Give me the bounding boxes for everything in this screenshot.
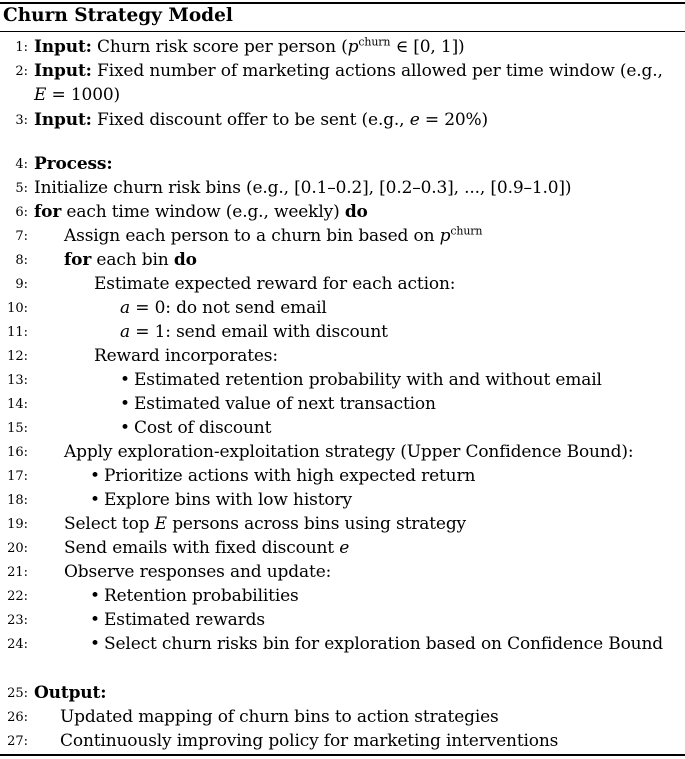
line-text: Input: Fixed discount offer to be sent (e.g., e = 20%) — [34, 110, 489, 130]
line-number: 14: — [7, 397, 28, 412]
line-text: a = 0: do not send email — [120, 298, 327, 318]
line-text: for each time window (e.g., weekly) do — [34, 202, 368, 222]
algorithm-line — [0, 152, 685, 176]
bullet-icon: • — [120, 394, 130, 414]
line-number: 8: — [15, 253, 28, 268]
bullet-icon: • — [120, 370, 130, 390]
line-number: 3: — [15, 113, 28, 128]
line-text: Send emails with fixed discount e — [64, 538, 350, 558]
line-text: a = 1: send email with discount — [120, 322, 388, 342]
bullet-icon: • — [90, 634, 100, 654]
algorithm-line — [0, 344, 685, 368]
line-number: 2: — [15, 64, 28, 79]
line-text: Initialize churn risk bins (e.g., [0.1–0.2], [0.2–0.3], ..., [0.9–1.0]) — [34, 178, 572, 198]
algorithm-line — [0, 536, 685, 560]
line-text: Apply exploration-exploitation strategy (Upper Confidence Bound): — [64, 442, 634, 462]
line-number: 25: — [7, 686, 28, 701]
line-text: • Prioritize actions with high expected return — [90, 466, 476, 486]
keyword: Input: — [34, 110, 92, 130]
keyword: Output: — [34, 683, 107, 703]
line-text: • Estimated retention probability with and without email — [120, 370, 602, 390]
algorithm-line — [0, 440, 685, 464]
line-number: 18: — [7, 493, 28, 508]
algorithm-line — [0, 392, 685, 416]
line-number: 19: — [7, 517, 28, 532]
algorithm-line — [0, 729, 685, 753]
algorithm-line — [0, 488, 685, 512]
algorithm-line — [0, 176, 685, 200]
line-text — [34, 681, 106, 705]
algorithm-line — [0, 681, 685, 705]
line-number: 20: — [7, 541, 28, 556]
algorithm-line — [0, 368, 685, 392]
algorithm-line — [0, 608, 685, 632]
line-text: E = 1000) — [34, 85, 121, 105]
algorithm-line — [0, 200, 685, 224]
line-number: 15: — [7, 421, 28, 436]
line-text: Estimate expected reward for each action: — [94, 274, 456, 294]
bottom-rule — [0, 754, 685, 756]
line-number: 26: — [7, 710, 28, 725]
line-number: 27: — [7, 734, 28, 749]
keyword: Input: — [34, 61, 92, 81]
line-number: 5: — [15, 181, 28, 196]
line-text: Input: Churn risk score per person ($p^{churn}$ ∈ [0, 1]) — [34, 35, 465, 57]
line-number: 17: — [7, 469, 28, 484]
title-rule — [0, 31, 685, 32]
algorithm-line — [0, 320, 685, 344]
line-text: • Estimated value of next transaction — [120, 394, 436, 414]
line-text: Continuously improving policy for marketing interventions — [60, 731, 559, 751]
line-number: 11: — [7, 325, 28, 340]
line-number: 13: — [7, 373, 28, 388]
line-number: 21: — [7, 565, 28, 580]
bullet-icon: • — [120, 418, 130, 438]
line-number: 16: — [7, 445, 28, 460]
keyword: for — [64, 250, 92, 270]
line-text: for each bin do — [64, 250, 197, 270]
line-text: • Explore bins with low history — [90, 490, 352, 510]
line-text: • Estimated rewards — [90, 610, 265, 630]
line-text: Reward incorporates: — [94, 346, 278, 366]
line-number: 23: — [7, 613, 28, 628]
line-number: 1: — [15, 40, 28, 55]
algorithm-line — [0, 416, 685, 440]
algorithm-line — [0, 272, 685, 296]
algorithm-line — [0, 224, 685, 248]
algorithm-line — [0, 560, 685, 584]
keyword: Input: — [34, 37, 92, 57]
line-text: • Cost of discount — [120, 418, 272, 438]
algorithm-line — [0, 108, 685, 132]
line-text: Assign each person to a churn bin based on $p^{churn}$ — [64, 224, 483, 246]
line-text: Input: Fixed number of marketing actions allowed per time window (e.g., — [34, 61, 663, 81]
line-number: 6: — [15, 205, 28, 220]
algorithm-line — [0, 632, 685, 656]
line-number: 22: — [7, 589, 28, 604]
line-number: 4: — [15, 157, 28, 172]
bullet-icon: • — [90, 466, 100, 486]
algorithm-line — [0, 705, 685, 729]
keyword: for — [34, 202, 62, 222]
line-text: Updated mapping of churn bins to action strategies — [60, 707, 499, 727]
line-text: Observe responses and update: — [64, 562, 332, 582]
line-number: 7: — [15, 229, 28, 244]
line-text: • Retention probabilities — [90, 586, 299, 606]
algorithm-line-continuation — [0, 83, 685, 107]
line-number: 12: — [7, 349, 28, 364]
line-number: 10: — [7, 301, 28, 316]
algorithm-line — [0, 296, 685, 320]
line-number: 24: — [7, 637, 28, 652]
keyword: Process: — [34, 154, 113, 174]
bullet-icon: • — [90, 490, 100, 510]
algorithm-line — [0, 584, 685, 608]
line-number: 9: — [15, 277, 28, 292]
keyword: do — [344, 202, 368, 222]
line-text: Select top E persons across bins using strategy — [64, 514, 467, 534]
algorithm-line — [0, 35, 685, 59]
keyword: do — [173, 250, 197, 270]
algorithm-line — [0, 59, 685, 83]
line-text — [34, 152, 112, 176]
algorithm-line — [0, 248, 685, 272]
bullet-icon: • — [90, 610, 100, 630]
line-text: • Select churn risks bin for exploration based on Confidence Bound — [90, 634, 664, 654]
bullet-icon: • — [90, 586, 100, 606]
algorithm-title: Churn Strategy Model — [3, 5, 233, 26]
algorithm-line — [0, 512, 685, 536]
algorithm-line — [0, 464, 685, 488]
